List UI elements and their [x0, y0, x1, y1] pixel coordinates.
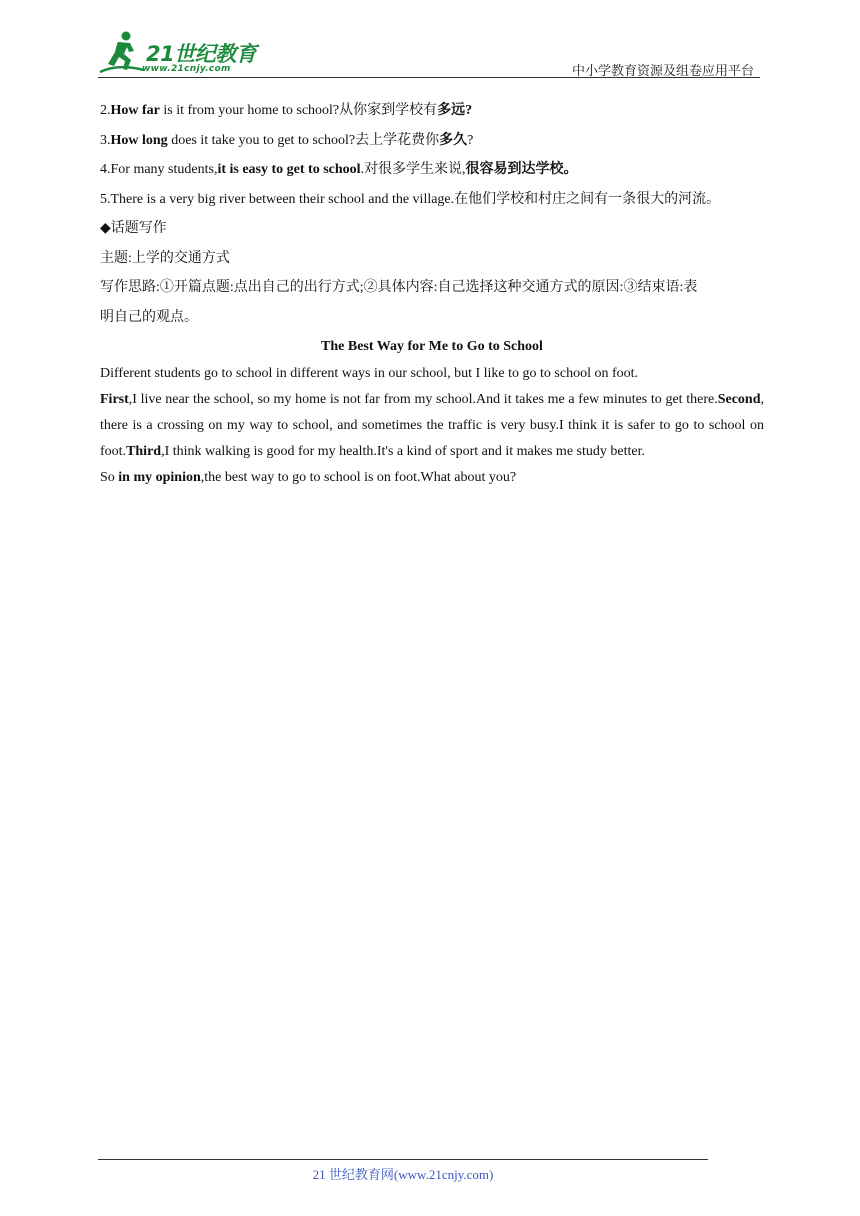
essay-paragraph	[100, 387, 764, 465]
vocabulary-section	[100, 96, 764, 332]
bold-phrase: 多远?	[437, 103, 473, 118]
essay-title: The Best Way for Me to Go to School	[321, 339, 543, 354]
text-run: .对很多学生来说,	[360, 162, 466, 177]
text-line	[100, 303, 764, 333]
text-run: 4.For many students,	[100, 162, 218, 177]
bold-phrase: First	[100, 392, 129, 407]
text-line	[100, 155, 764, 185]
text-line	[100, 214, 764, 244]
logo-url: www.21cnjy.com	[142, 64, 231, 74]
bold-phrase: Second	[717, 392, 761, 407]
bold-phrase: How long	[110, 132, 168, 148]
bold-phrase: 很容易到达学校。	[465, 162, 578, 177]
text-line	[100, 273, 764, 303]
bold-phrase: How far	[110, 103, 160, 118]
page-header	[98, 30, 760, 80]
header-divider	[98, 77, 760, 78]
text-line	[100, 185, 764, 215]
header-tagline: 中小学教育资源及组卷应用平台	[571, 63, 754, 78]
bold-phrase: in my opinion	[118, 470, 201, 485]
text-run: Different students go to school in different ways in our school, but I like to go to school on foot.	[100, 366, 639, 381]
site-logo	[98, 30, 268, 78]
document-body	[100, 96, 764, 491]
essay-paragraph	[100, 465, 764, 491]
text-run: ,the best way to go to school is on foot.What about you?	[200, 470, 517, 485]
text-run: ?	[467, 132, 474, 148]
text-run: So	[100, 470, 119, 485]
bold-phrase: 多久	[439, 132, 468, 148]
text-run: 写作思路:①开篇点题:点出自己的出行方式;②具体内容:自己选择这种交通方式的原因:③结束语:表	[100, 280, 698, 295]
runner-logo-icon	[98, 30, 148, 76]
text-run: 5.There is a very big river between their school and the village.在他们学校和村庄之间有一条很大的河流。	[100, 191, 721, 207]
logo-text: 21世纪教育	[146, 42, 257, 66]
essay-body	[100, 361, 764, 491]
text-line	[100, 126, 764, 156]
page-footer: 21 世纪教育网(www.21cnjy.com)	[312, 1167, 494, 1182]
text-run: 明自己的观点。	[100, 309, 198, 325]
text-run: , there is a crossing on my way to school, and sometimes the traffic is very busy.I think it is safer to go to school on foot.	[100, 392, 764, 459]
text-line	[100, 244, 764, 274]
text-line	[100, 96, 764, 126]
text-run: ,I think walking is good for my health.It's a kind of sport and it makes me study better.	[161, 444, 645, 459]
text-run: ,I live near the school, so my home is not far from my school.And it takes me a few minutes to get there.	[128, 392, 718, 407]
text-run: 主题:上学的交通方式	[100, 250, 230, 266]
bold-phrase: it is easy to get to school	[217, 162, 361, 177]
text-run: is it from your home to school?从你家到学校有	[159, 103, 438, 118]
footer-divider	[98, 1159, 708, 1160]
text-run: 2.	[100, 103, 111, 118]
essay-paragraph	[100, 361, 764, 387]
text-run: does it take you to get to school?去上学花费你	[167, 132, 440, 148]
text-run: 3.	[100, 132, 111, 148]
text-run: ◆话题写作	[100, 221, 167, 236]
bold-phrase: Third	[126, 444, 162, 459]
